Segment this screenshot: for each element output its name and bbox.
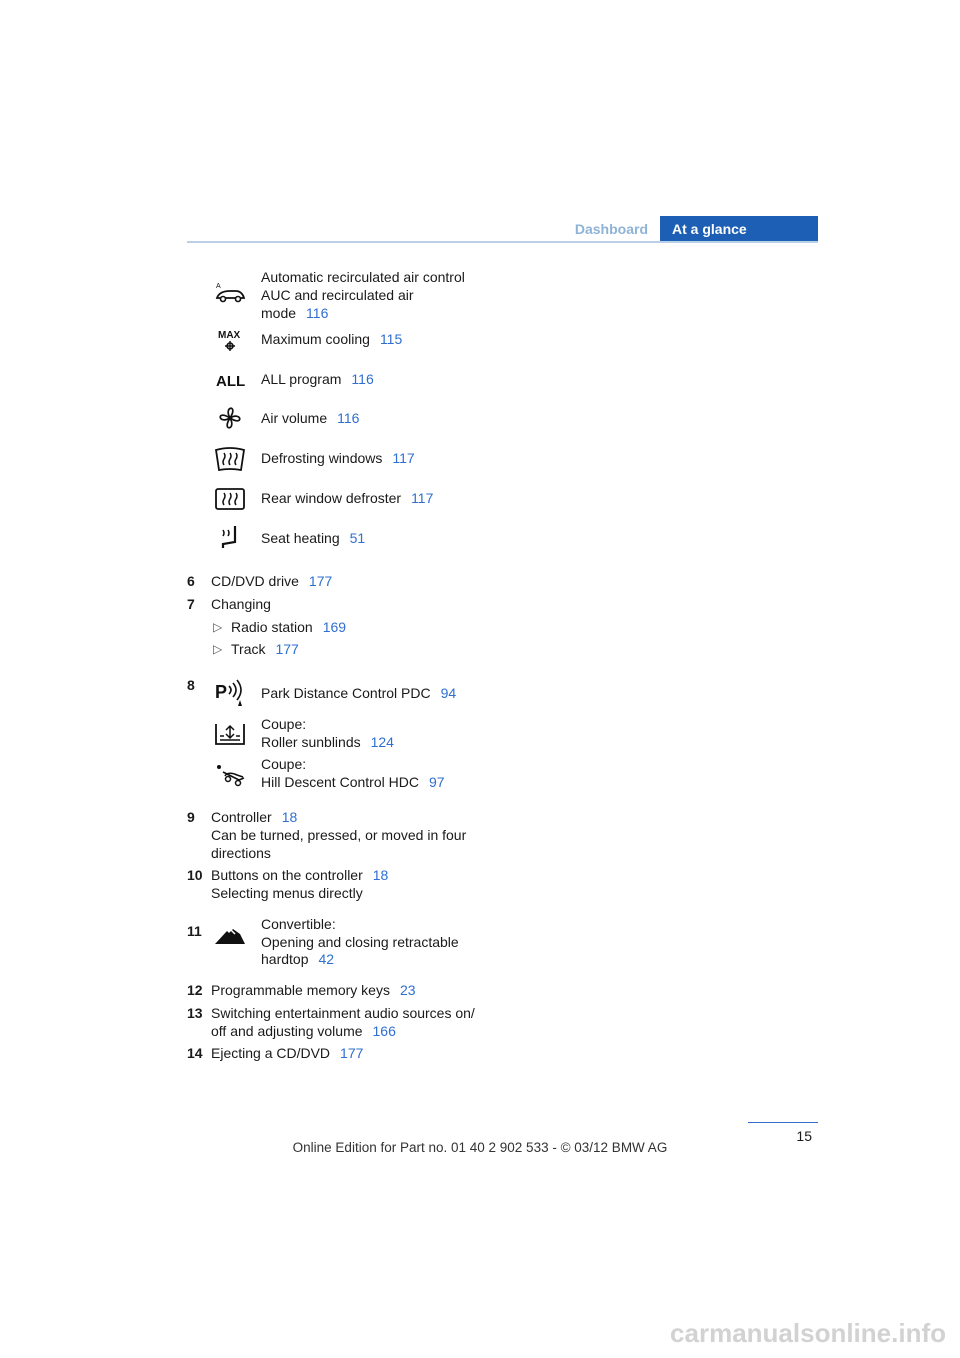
rear-defrost-icon: [213, 483, 247, 515]
fan-icon: [213, 402, 247, 434]
page-ref-link[interactable]: 177: [308, 573, 333, 589]
item13-line-2: off and adjusting volume 166: [211, 1023, 396, 1039]
header-section: Dashboard: [574, 221, 648, 237]
page-ref-link[interactable]: 97: [428, 774, 445, 790]
item9-line-2: Can be turned, pressed, or moved in four: [211, 827, 467, 843]
item7-text: Changing: [211, 596, 271, 612]
sunblind-line-2: Roller sunblinds 124: [261, 734, 394, 750]
svg-text:MAX: MAX: [218, 330, 241, 341]
item9-line-1: Controller 18: [211, 809, 298, 825]
seat-heating-icon: [213, 522, 247, 554]
hardtop-line-2: Opening and closing retractable: [261, 934, 459, 950]
hardtop-line-1: Convertible:: [261, 916, 336, 932]
item6-text: CD/DVD drive 177: [211, 573, 333, 589]
windshield-defrost-icon: [213, 443, 247, 475]
auc-line-3: mode 116: [261, 305, 329, 321]
item7-sub-2: Track 177: [231, 641, 299, 657]
header-rule: [187, 241, 818, 243]
page-number: 15: [796, 1128, 812, 1144]
svg-text:P: P: [215, 682, 228, 702]
item14-text: Ejecting a CD/DVD 177: [211, 1045, 364, 1061]
item-number: 13: [187, 1005, 203, 1021]
page-ref-link[interactable]: 124: [370, 734, 394, 750]
footer-text: Online Edition for Part no. 01 40 2 902 533 - © 03/12 BMW AG: [292, 1140, 668, 1155]
page-ref-link[interactable]: 117: [411, 490, 434, 506]
page-ref-link[interactable]: 169: [322, 619, 347, 635]
max-cooling-icon: [213, 324, 247, 356]
page-ref-link[interactable]: 177: [340, 1045, 364, 1061]
hardtop-line-3: hardtop 42: [261, 951, 335, 967]
item12-text: Programmable memory keys 23: [211, 982, 416, 998]
page-ref-link[interactable]: 94: [440, 685, 457, 701]
item-number: 7: [187, 596, 195, 612]
header-chapter: At a glance: [660, 216, 818, 242]
page-ref-link[interactable]: 18: [372, 867, 389, 883]
item-number: 11: [187, 923, 202, 939]
item13-line-1: Switching entertainment audio sources on/: [211, 1005, 475, 1021]
all-program-text: ALL program 116: [261, 371, 374, 387]
hdc-line-1: Coupe:: [261, 756, 307, 772]
page-ref-link[interactable]: 115: [379, 331, 403, 347]
hardtop-icon: [213, 922, 247, 954]
pdc-text: Park Distance Control PDC 94: [261, 685, 457, 701]
item-number: 6: [187, 573, 195, 589]
watermark: carmanualsonline.info: [670, 1318, 946, 1348]
hdc-icon: [213, 758, 247, 790]
defrost-text: Defrosting windows 117: [261, 450, 415, 466]
auc-car-icon: [213, 276, 247, 308]
page-ref-link[interactable]: 23: [399, 982, 416, 998]
page-ref-link[interactable]: 42: [318, 951, 335, 967]
pdc-icon: [213, 676, 247, 708]
item7-sub-1: Radio station 169: [231, 619, 347, 635]
page-ref-link[interactable]: 18: [281, 809, 298, 825]
page-ref-link[interactable]: 51: [349, 530, 366, 546]
svg-text:ALL: ALL: [216, 373, 246, 390]
svg-text:A: A: [216, 283, 221, 290]
auc-line-2: AUC and recirculated air: [261, 287, 414, 303]
page-ref-link[interactable]: 116: [351, 371, 374, 387]
page-ref-link[interactable]: 116: [337, 410, 360, 426]
item10-line-1: Buttons on the controller 18: [211, 867, 389, 883]
item-number: 9: [187, 809, 195, 825]
page-ref-link[interactable]: 117: [392, 450, 415, 466]
page-number-rule: [748, 1122, 818, 1123]
auc-line-1: Automatic recirculated air control: [261, 269, 465, 285]
rear-defrost-text: Rear window defroster 117: [261, 490, 434, 506]
page-ref-link[interactable]: 166: [372, 1023, 396, 1039]
item10-line-2: Selecting menus directly: [211, 885, 363, 901]
all-program-icon: [213, 364, 247, 396]
sunblind-line-1: Coupe:: [261, 716, 307, 732]
item-number: 10: [187, 867, 203, 883]
max-cooling-text: Maximum cooling 115: [261, 331, 403, 347]
sunblind-icon: [213, 718, 247, 750]
bullet-triangle: ▷: [213, 642, 223, 656]
item-number: 14: [187, 1045, 203, 1061]
bullet-triangle: ▷: [213, 620, 223, 634]
air-volume-text: Air volume 116: [261, 410, 360, 426]
item-number: 12: [187, 982, 203, 998]
hdc-line-2: Hill Descent Control HDC 97: [261, 774, 445, 790]
seat-heating-text: Seat heating 51: [261, 530, 366, 546]
page-ref-link[interactable]: 116: [306, 305, 329, 321]
page-ref-link[interactable]: 177: [275, 641, 299, 657]
item9-line-3: directions: [211, 845, 271, 861]
item-number: 8: [187, 677, 195, 693]
